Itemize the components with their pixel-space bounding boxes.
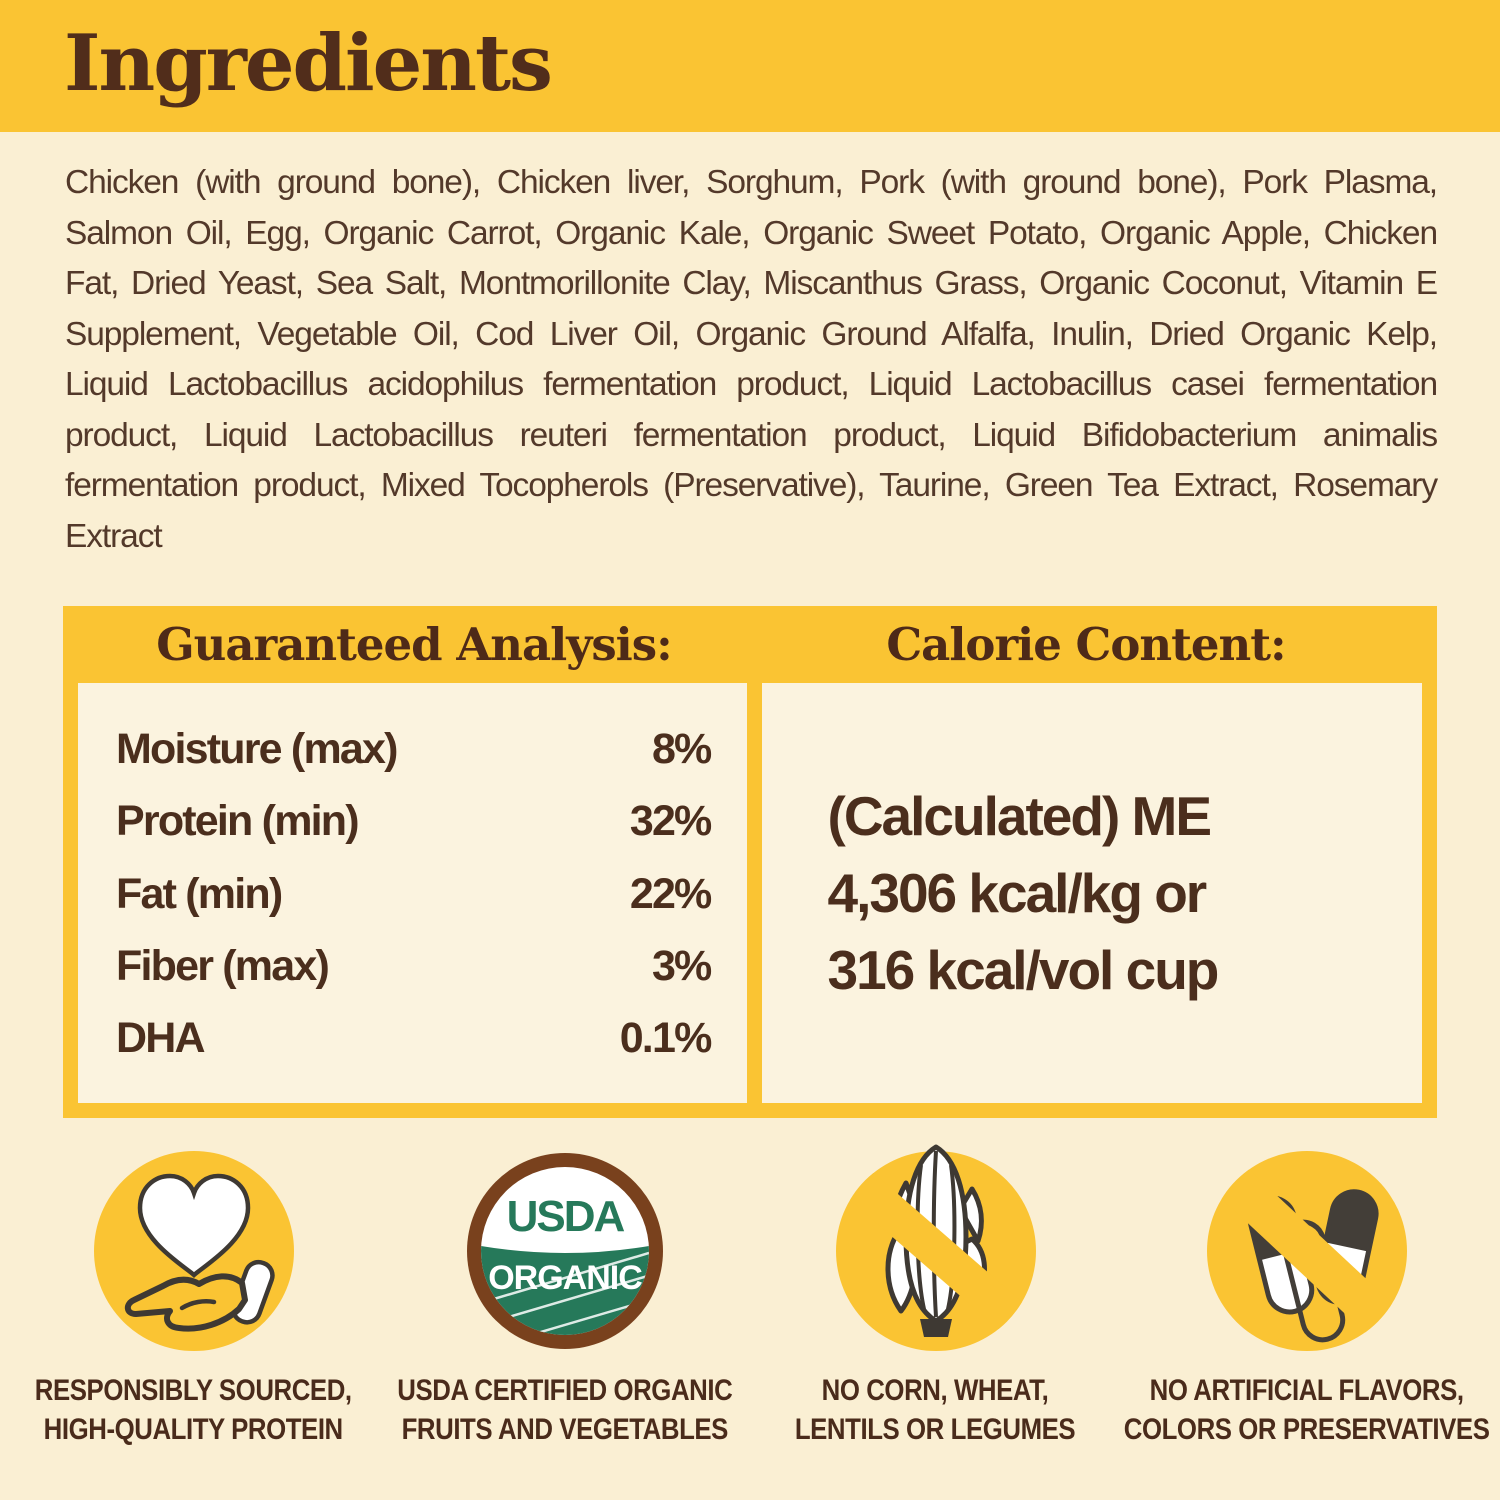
- analysis-value: 0.1%: [619, 1014, 711, 1062]
- no-pills-icon: [1207, 1151, 1407, 1351]
- no-corn-icon: [836, 1139, 1036, 1351]
- feature-badges-row: [0, 1151, 1500, 1449]
- table-row: [116, 870, 711, 919]
- calorie-content-title: Calorie Content:: [886, 618, 1286, 671]
- calorie-line: (Calculated) ME: [827, 784, 1211, 847]
- badge-usda-organic: [379, 1151, 750, 1449]
- table-row: [116, 1014, 711, 1063]
- table-row: [116, 797, 711, 846]
- box-headers: [78, 606, 1422, 683]
- analysis-label: Moisture (max): [116, 725, 397, 773]
- analysis-value: 32%: [629, 797, 711, 846]
- heart-in-hand-icon: [94, 1151, 294, 1351]
- badge-no-artificial: [1121, 1151, 1492, 1449]
- calorie-line: 316 kcal/vol cup: [827, 938, 1218, 1001]
- calorie-content-panel: [762, 683, 1423, 1103]
- calorie-line: 4,306 kcal/kg or: [827, 861, 1206, 924]
- header-band: [0, 0, 1500, 132]
- analysis-value: 3%: [651, 941, 711, 990]
- table-row: [116, 725, 711, 774]
- usda-organic-seal: [465, 1151, 665, 1351]
- analysis-value: 22%: [629, 869, 711, 918]
- guaranteed-analysis-table: [78, 683, 747, 1103]
- usda-seal-top-text: USDA: [506, 1192, 623, 1241]
- badge-caption: NO CORN, WHEAT, LENTILS OR LEGUMES: [795, 1374, 1076, 1446]
- badge-caption: USDA CERTIFIED ORGANIC FRUITS AND VEGETABLES: [396, 1374, 733, 1446]
- analysis-value: 8%: [651, 725, 711, 773]
- analysis-label: Protein (min): [116, 797, 358, 846]
- badge-no-corn: [750, 1151, 1121, 1449]
- page-title: Ingredients: [64, 17, 551, 109]
- badge-caption: RESPONSIBLY SOURCED, HIGH-QUALITY PROTEIN: [35, 1374, 352, 1446]
- usda-seal-bottom-text: ORGANIC: [487, 1259, 642, 1297]
- analysis-label: Fat (min): [116, 869, 282, 918]
- badge-responsibly-sourced: [8, 1151, 379, 1449]
- analysis-label: Fiber (max): [116, 941, 328, 990]
- ingredients-paragraph: Chicken (with ground bone), Chicken liver, Sorghum, Pork (with ground bone), Pork Plasma, Salmon Oil, Egg, Organic Carrot, Organic Kale, Organic Sweet Potato, Organic Apple, Chicken Fat, Dried Yeast, Sea Salt, Montmorillonite Clay, Miscanthus Grass, Organic Coconut, Vitamin E Supplement, Vegetable Oil, Cod Liver Oil, Organic Ground Alfalfa, Inulin, Dried Organic Kelp, Liquid Lactobacillus acidophilus fermentation product, Liquid Lactobacillus casei fermentation product, Liquid Lactobacillus reuteri fermentation product, Liquid Bifidobacterium animalis fermentation product, Mixed Tocopherols (Preservative), Taurine, Green Tea Extract, Rosemary Extract: [65, 164, 1437, 555]
- analysis-calorie-box: [63, 606, 1437, 1118]
- guaranteed-analysis-title: Guaranteed Analysis:: [156, 618, 672, 671]
- analysis-label: DHA: [116, 1014, 204, 1062]
- badge-caption: NO ARTIFICIAL FLAVORS, COLORS OR PRESERVATIVES: [1123, 1374, 1490, 1446]
- table-row: [116, 942, 711, 991]
